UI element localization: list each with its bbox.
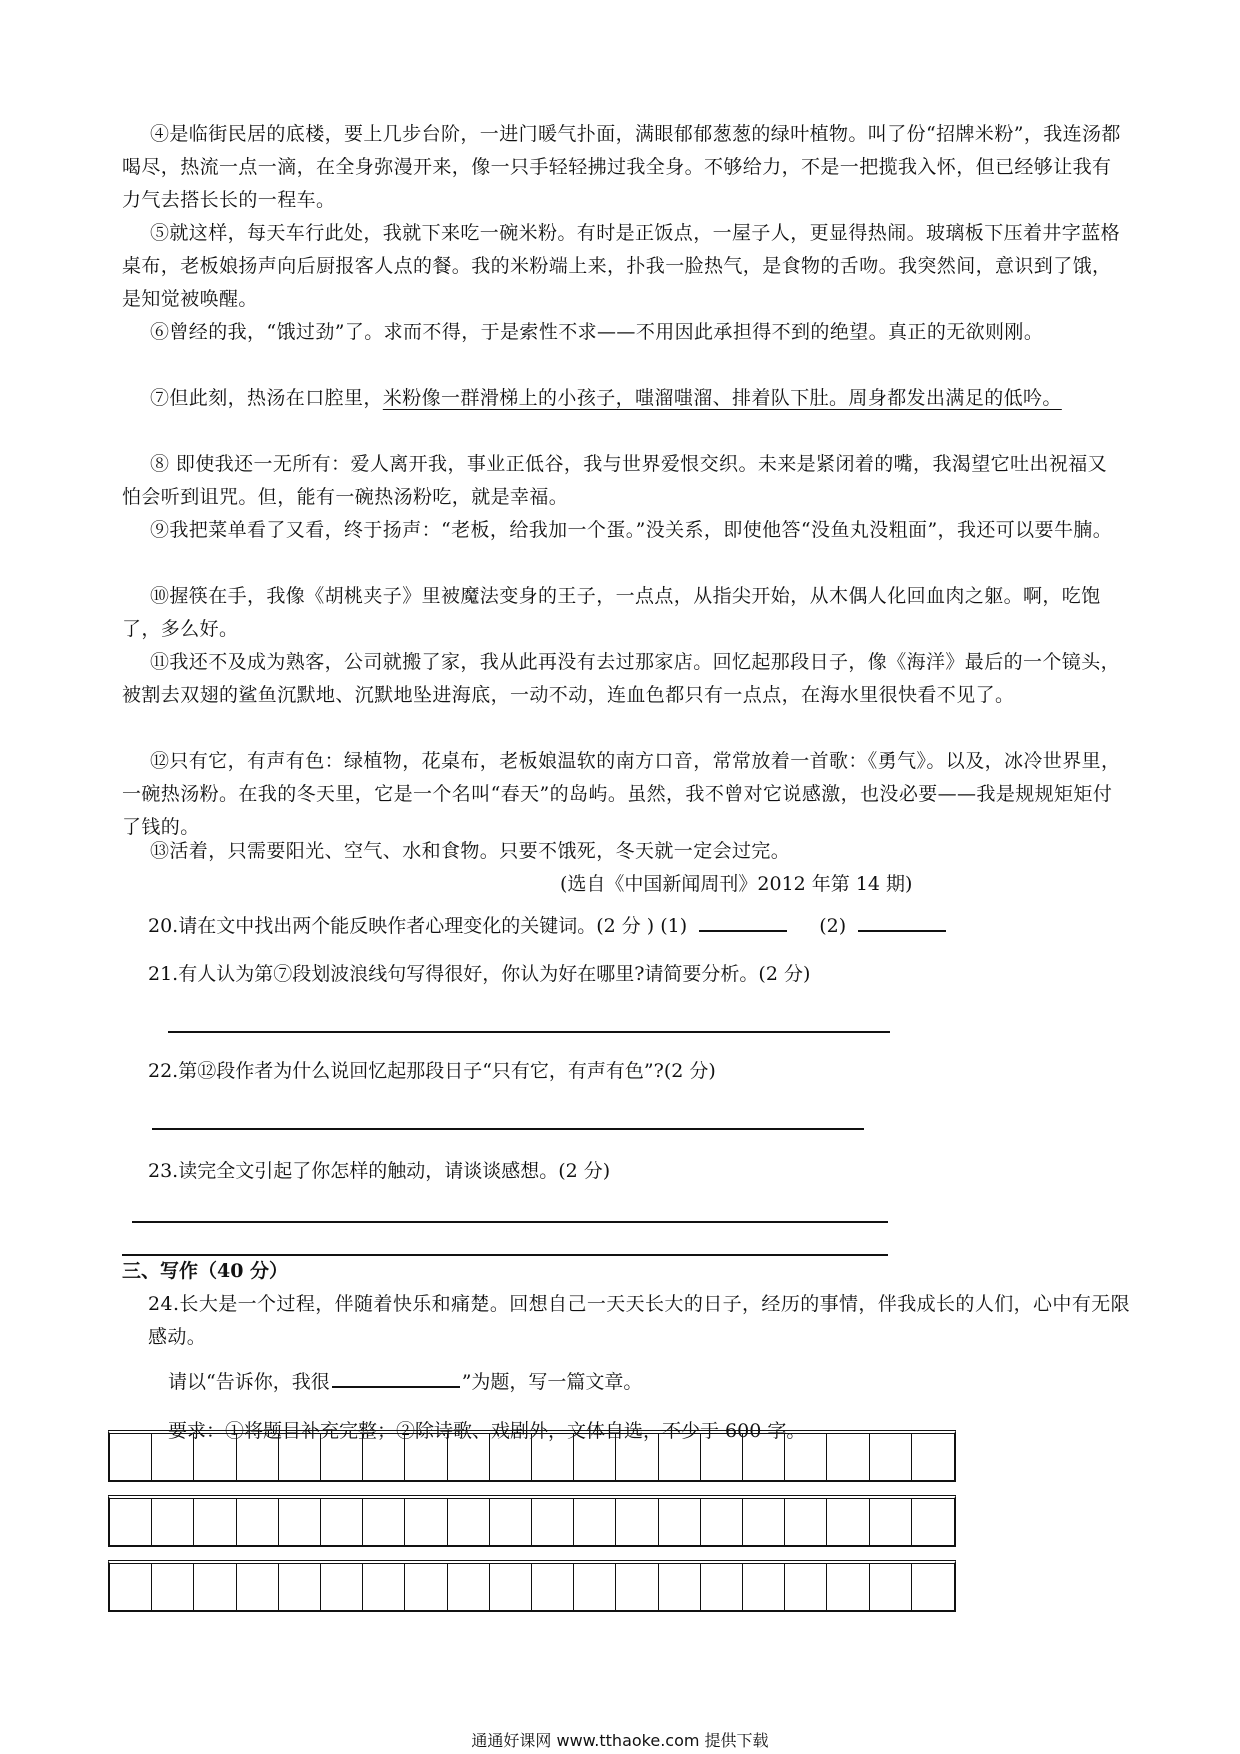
grid-cell[interactable] — [194, 1499, 236, 1545]
question-24: 24.长大是一个过程，伴随着快乐和痛楚。回想自己一天天长大的日子，经历的事情，伴我成长的人们，心中有无限感动。 — [148, 1293, 1131, 1348]
paragraph-12: ⑫只有它，有声有色：绿植物，花桌布，老板娘温软的南方口音，常常放着一首歌：《勇气》。以及，冰冷世界里，一碗热汤粉。在我的冬天里，它是一个名叫“春天”的岛屿。虽然，我不曾对它说感激，也没必要——我是规规矩矩付了钱的。 — [122, 750, 1121, 838]
essay-title-instruction — [168, 1366, 642, 1399]
grid-cell[interactable] — [152, 1434, 194, 1480]
article-source: (选自《中国新闻周刊》2012 年第 14 期) — [560, 873, 913, 895]
grid-cell[interactable] — [659, 1564, 701, 1610]
grid-cell[interactable] — [194, 1564, 236, 1610]
grid-cell[interactable] — [321, 1564, 363, 1610]
grid-cell[interactable] — [237, 1434, 279, 1480]
answer-line-21[interactable] — [168, 1031, 890, 1033]
title-instruction-end: ”为题，写一篇文章。 — [461, 1371, 643, 1393]
grid-cell[interactable] — [701, 1564, 743, 1610]
grid-cell[interactable] — [912, 1564, 954, 1610]
paragraph-4: ④是临街民居的底楼，要上几步台阶，一进门暖气扑面，满眼郁郁葱葱的绿叶植物。叫了份“招牌米粉”，我连汤都喝尽，热流一点一滴，在全身弥漫开来，像一只手轻轻拂过我全身。不够给力，不是一把揽我入怀，但已经够让我有力气去搭长长的一程车。 — [122, 123, 1121, 211]
essay-requirements: 要求：①将题目补充完整；②除诗歌、戏剧外，文体自选，不少于 600 字。 — [168, 1420, 806, 1442]
paragraph-7 — [122, 382, 1126, 415]
grid-cell[interactable] — [870, 1499, 912, 1545]
answer-blank-2[interactable] — [858, 910, 946, 932]
paragraph-6: ⑥曾经的我，“饿过劲”了。求而不得，于是索性不求——不用因此承担得不到的绝望。真正的无欲则刚。 — [150, 321, 1044, 343]
paragraph-10: ⑩握筷在手，我像《胡桃夹子》里被魔法变身的王子，一点点，从指尖开始，从木偶人化回血肉之躯。啊，吃饱了，多么好。 — [122, 585, 1101, 640]
grid-cell[interactable] — [363, 1564, 405, 1610]
grid-cell[interactable] — [448, 1499, 490, 1545]
title-blank[interactable] — [332, 1366, 460, 1388]
grid-cell[interactable] — [237, 1499, 279, 1545]
grid-cell[interactable] — [827, 1564, 869, 1610]
wavy-underlined-sentence: 米粉像一群滑梯上的小孩子，嗤溜嗤溜、排着队下肚。周身都发出满足的低吟。 — [382, 387, 1062, 409]
grid-row-1[interactable] — [108, 1430, 956, 1482]
grid-cell[interactable] — [616, 1499, 658, 1545]
grid-row-3[interactable] — [108, 1560, 956, 1612]
grid-cell[interactable] — [532, 1434, 574, 1480]
grid-cell[interactable] — [490, 1434, 532, 1480]
grid-cell[interactable] — [532, 1499, 574, 1545]
paragraph-9: ⑨我把菜单看了又看，终于扬声：“老板，给我加一个蛋。”没关系，即使他答“没鱼丸没粗面”，我还可以要牛腩。 — [150, 519, 1113, 541]
grid-cell[interactable] — [279, 1434, 321, 1480]
paragraph-7-text: ⑦但此刻，热汤在口腔里， — [150, 387, 383, 409]
grid-cell[interactable] — [616, 1434, 658, 1480]
grid-cell[interactable] — [659, 1499, 701, 1545]
grid-cell[interactable] — [574, 1434, 616, 1480]
grid-cell[interactable] — [701, 1499, 743, 1545]
grid-cell[interactable] — [490, 1499, 532, 1545]
grid-cell[interactable] — [870, 1434, 912, 1480]
grid-cell[interactable] — [532, 1564, 574, 1610]
grid-cell[interactable] — [785, 1434, 827, 1480]
grid-cell[interactable] — [405, 1564, 447, 1610]
title-instruction-start: 请以“告诉你，我很 — [168, 1371, 330, 1393]
grid-cell[interactable] — [279, 1564, 321, 1610]
grid-cell[interactable] — [405, 1434, 447, 1480]
grid-cell[interactable] — [321, 1499, 363, 1545]
grid-cell[interactable] — [785, 1499, 827, 1545]
grid-cell[interactable] — [574, 1499, 616, 1545]
grid-cell[interactable] — [152, 1564, 194, 1610]
grid-cell[interactable] — [110, 1564, 152, 1610]
grid-cell[interactable] — [785, 1564, 827, 1610]
question-23: 23.读完全文引起了你怎样的触动，请谈谈感想。(2 分) — [148, 1160, 611, 1182]
answer-line-22[interactable] — [152, 1128, 864, 1130]
paragraph-11: ⑪我还不及成为熟客，公司就搬了家，我从此再没有去过那家店。回忆起那段日子，像《海洋》最后的一个镜头，被割去双翅的鲨鱼沉默地、沉默地坠进海底，一动不动，连血色都只有一点点，在海水里很快看不见了。 — [122, 651, 1121, 706]
paragraph-8: ⑧ 即使我还一无所有：爱人离开我，事业正低谷，我与世界爱恨交织。未来是紧闭着的嘴，我渴望它吐出祝福又怕会听到诅咒。但，能有一碗热汤粉吃，就是幸福。 — [122, 453, 1108, 508]
grid-cell[interactable] — [743, 1434, 785, 1480]
composition-grid — [108, 1430, 956, 1625]
grid-cell[interactable] — [110, 1434, 152, 1480]
question-20-blank-2-label: (2) — [819, 915, 847, 937]
answer-line-23a[interactable] — [132, 1221, 888, 1223]
paragraph-5: ⑤就这样，每天车行此处，我就下来吃一碗米粉。有时是正饭点，一屋子人，更显得热闹。玻璃板下压着井字蓝格桌布，老板娘扬声向后厨报客人点的餐。我的米粉端上来，扑我一脸热气，是食物的舌吻。我突然间，意识到了饿，是知觉被唤醒。 — [122, 222, 1121, 310]
grid-cell[interactable] — [152, 1499, 194, 1545]
grid-cell[interactable] — [616, 1564, 658, 1610]
grid-cell[interactable] — [194, 1434, 236, 1480]
grid-cell[interactable] — [279, 1499, 321, 1545]
writing-heading: 三、写作（40 分） — [122, 1260, 289, 1282]
grid-cell[interactable] — [405, 1499, 447, 1545]
grid-cell[interactable] — [827, 1434, 869, 1480]
grid-row-2[interactable] — [108, 1495, 956, 1547]
grid-cell[interactable] — [870, 1564, 912, 1610]
answer-blank-1[interactable] — [699, 910, 787, 932]
paragraph-13: ⑬活着，只需要阳光、空气、水和食物。只要不饿死，冬天就一定会过完。 — [150, 840, 791, 862]
grid-cell[interactable] — [321, 1434, 363, 1480]
grid-cell[interactable] — [237, 1564, 279, 1610]
question-21: 21.有人认为第⑦段划波浪线句写得很好，你认为好在哪里?请简要分析。(2 分) — [148, 963, 811, 985]
grid-cell[interactable] — [659, 1434, 701, 1480]
grid-cell[interactable] — [363, 1499, 405, 1545]
grid-cell[interactable] — [110, 1499, 152, 1545]
grid-cell[interactable] — [448, 1564, 490, 1610]
grid-cell[interactable] — [743, 1499, 785, 1545]
grid-cell[interactable] — [701, 1434, 743, 1480]
question-22: 22.第⑫段作者为什么说回忆起那段日子“只有它，有声有色”?(2 分) — [148, 1060, 716, 1082]
grid-cell[interactable] — [743, 1564, 785, 1610]
footer-credit: 通通好课网 www.tthaoke.com 提供下载 — [471, 1731, 769, 1750]
grid-cell[interactable] — [448, 1434, 490, 1480]
grid-cell[interactable] — [574, 1564, 616, 1610]
question-20-text: 20.请在文中找出两个能反映作者心理变化的关键词。(2 分 ) (1) — [148, 915, 688, 937]
grid-cell[interactable] — [490, 1564, 532, 1610]
grid-cell[interactable] — [912, 1499, 954, 1545]
grid-cell[interactable] — [827, 1499, 869, 1545]
grid-cell[interactable] — [363, 1434, 405, 1480]
grid-cell[interactable] — [912, 1434, 954, 1480]
question-20 — [148, 910, 952, 943]
